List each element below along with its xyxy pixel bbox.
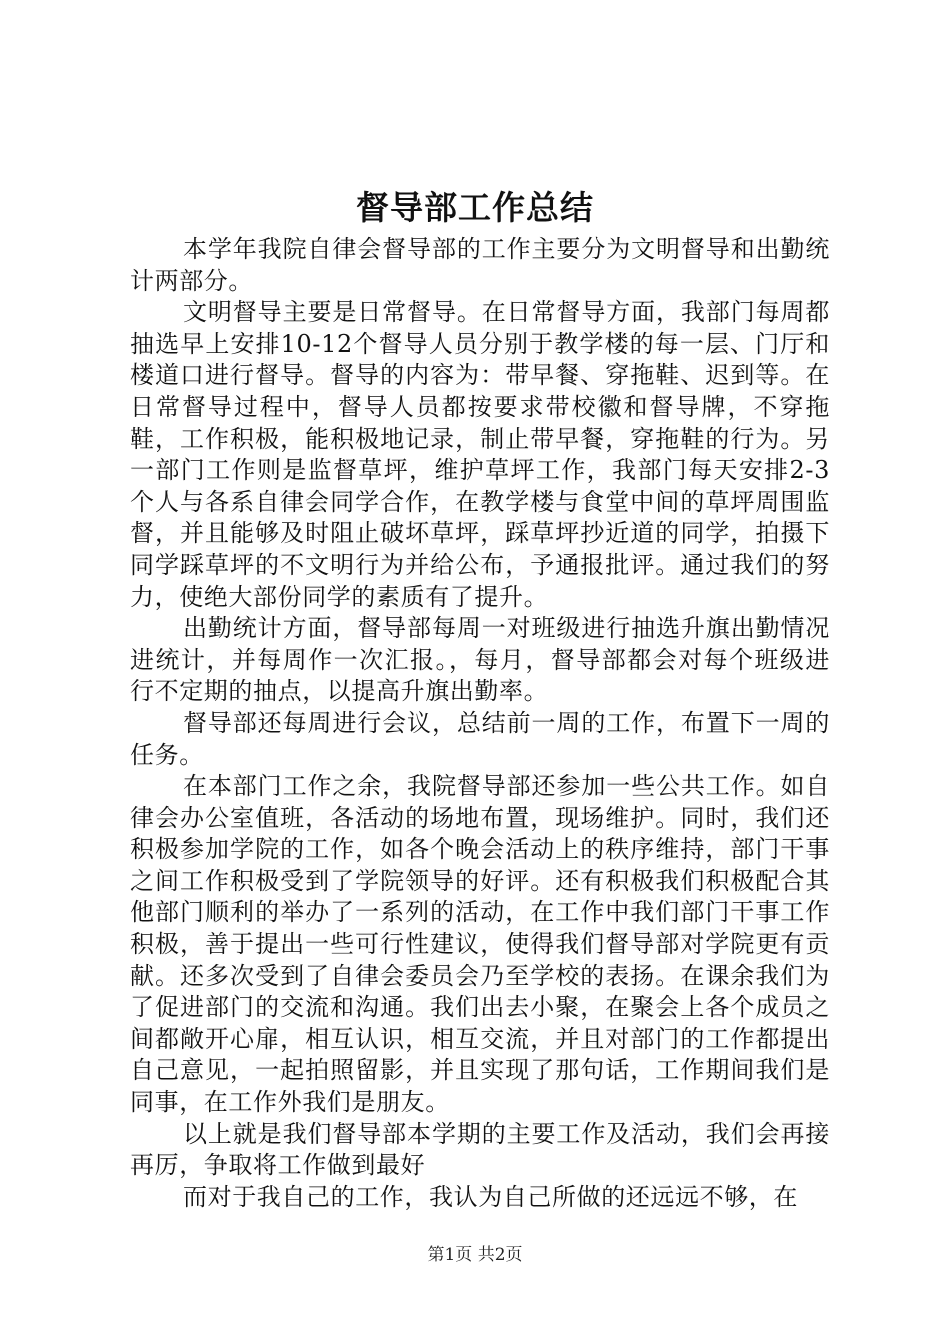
paragraph-public-work: 在本部门工作之余，我院督导部还参加一些公共工作。如自律会办公室值班，各活动的场地布置，现场维护。同时，我们还积极参加学院的工作，如各个晚会活动上的秩序维持，部门干事之间工作积极受到了学院领导的好评。还有积极我们积极配合其他部门顺利的举办了一系列的活动，在工作中我们部门干事工作积极，善于提出一些可行性建议，使得我们督导部对学院更有贡献。还多次受到了自律会委员会乃至学校的表扬。在课余我们为了促进部门的交流和沟通。我们出去小聚，在聚会上各个成员之间都敞开心扉，相互认识，相互交流，并且对部门的工作都提出自己意见，一起拍照留影，并且实现了那句话，工作期间我们是同事，在工作外我们是朋友。 xyxy=(130,772,830,1117)
page-number-footer: 第1页 共2页 xyxy=(427,1245,523,1265)
paragraph-summary: 以上就是我们督导部本学期的主要工作及活动，我们会再接再厉，争取将工作做到最好 xyxy=(130,1119,830,1180)
paragraph-weekly-meeting: 督导部还每周进行会议，总结前一周的工作，布置下一周的任务。 xyxy=(130,708,830,769)
paragraph-civility-supervision: 文明督导主要是日常督导。在日常督导方面，我部门每周都抽选早上安排10-12个督导人员分别于教学楼的每一层、门厅和楼道口进行督导。督导的内容为：带早餐、穿拖鞋、迟到等。在日常督导过程中，督导人员都按要求带校徽和督导牌，不穿拖鞋，工作积极，能积极地记录，制止带早餐，穿拖鞋的行为。另一部门工作则是监督草坪，维护草坪工作，我部门每天安排2-3个人与各系自律会同学合作，在教学楼与食堂中间的草坪周围监督，并且能够及时阻止破坏草坪，踩草坪抄近道的同学，拍摄下同学踩草坪的不文明行为并给公布，予通报批评。通过我们的努力，使绝大部份同学的素质有了提升。 xyxy=(130,298,830,611)
paragraph-intro: 本学年我院自律会督导部的工作主要分为文明督导和出勤统计两部分。 xyxy=(130,235,830,295)
paragraph-attendance-statistics: 出勤统计方面，督导部每周一对班级进行抽选升旗出勤情况进统计，并每周作一次汇报。，每月，督导部都会对每个班级进行不定期的抽点，以提高升旗出勤率。 xyxy=(130,614,830,706)
paragraph-self-reflection: 而对于我自己的工作，我认为自己所做的还远远不够，在 xyxy=(183,1182,798,1211)
document-body xyxy=(130,234,830,1213)
document-title: 督导部工作总结 xyxy=(356,188,594,227)
